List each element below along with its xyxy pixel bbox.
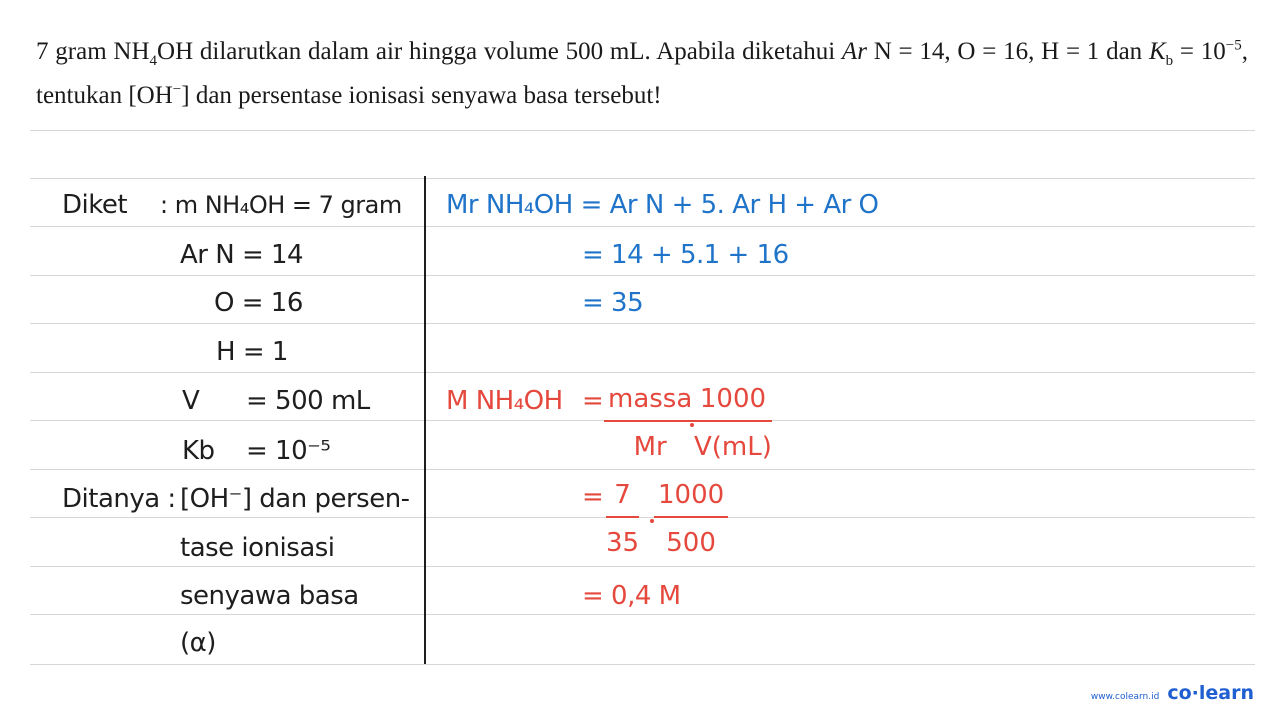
known-v-value: = 500 mL — [246, 386, 370, 416]
fraction-numerator: massa — [604, 384, 696, 422]
diket-label: Diket — [62, 190, 128, 220]
ruled-line — [30, 469, 1255, 470]
ruled-line — [30, 517, 1255, 518]
molarity-label: M NH₄OH — [446, 386, 563, 416]
fraction-1000-volume — [694, 384, 772, 462]
molarity-result: = 0,4 M — [582, 581, 681, 611]
fraction-7-35 — [606, 480, 639, 558]
fraction-numerator: 1000 — [654, 480, 728, 518]
column-divider — [424, 176, 426, 664]
ruled-line — [30, 130, 1255, 131]
ruled-line — [30, 178, 1255, 179]
ruled-line — [30, 323, 1255, 324]
question-text: 7 gram $NH_4OH$ dilarutkan dalam air hingga volume 500 mL. Apabila diketahui Ar N = 14, O = 16, H = 1 dan $K_b = 10^{-5}$, tentukan [OH−] dan persentase ionisasi senyawa basa tersebut! — [36, 37, 1248, 109]
known-kb-value: = 10⁻⁵ — [246, 436, 331, 466]
ruled-line — [30, 275, 1255, 276]
ditanya-line-3: senyawa basa — [180, 581, 359, 611]
substitution-equals: = — [582, 482, 604, 512]
ruled-line — [30, 566, 1255, 567]
fraction-1000-500 — [654, 480, 728, 558]
diket-mass: : m NH₄OH = 7 gram — [160, 191, 402, 219]
ruled-line — [30, 664, 1255, 665]
brand-watermark — [1091, 682, 1254, 704]
ditanya-line-4: (α) — [180, 628, 216, 658]
fraction-denominator: Mr — [633, 432, 667, 462]
ditanya-line-2: tase ionisasi — [180, 533, 335, 563]
fraction-denominator: 500 — [666, 528, 716, 558]
fraction-numerator: 1000 — [694, 384, 772, 422]
mr-line-2: = 14 + 5.1 + 16 — [582, 240, 789, 270]
ditanya-label: Ditanya : — [62, 484, 176, 514]
known-ar-n: Ar N = 14 — [180, 240, 304, 270]
mr-line-3: = 35 — [582, 288, 644, 318]
fraction-numerator: 7 — [606, 480, 639, 518]
ruled-line — [30, 372, 1255, 373]
fraction-denominator: 35 — [606, 528, 640, 558]
known-o: O = 16 — [214, 288, 303, 318]
known-kb-label: Kb — [182, 436, 215, 466]
known-h: H = 1 — [216, 337, 288, 367]
brand-site: www.colearn.id — [1090, 692, 1160, 702]
molarity-equals: = — [582, 386, 604, 416]
known-v-label: V — [182, 386, 200, 416]
fraction-denominator: V(mL) — [694, 432, 772, 462]
ruled-line — [30, 226, 1255, 227]
ditanya-line-1: [OH⁻] dan persen- — [180, 484, 410, 514]
fraction-massa-mr — [604, 384, 696, 462]
ruled-line — [30, 614, 1255, 615]
brand-logo: co·learn — [1167, 682, 1254, 704]
mr-line-1: Mr NH₄OH = Ar N + 5. Ar H + Ar O — [446, 190, 879, 220]
